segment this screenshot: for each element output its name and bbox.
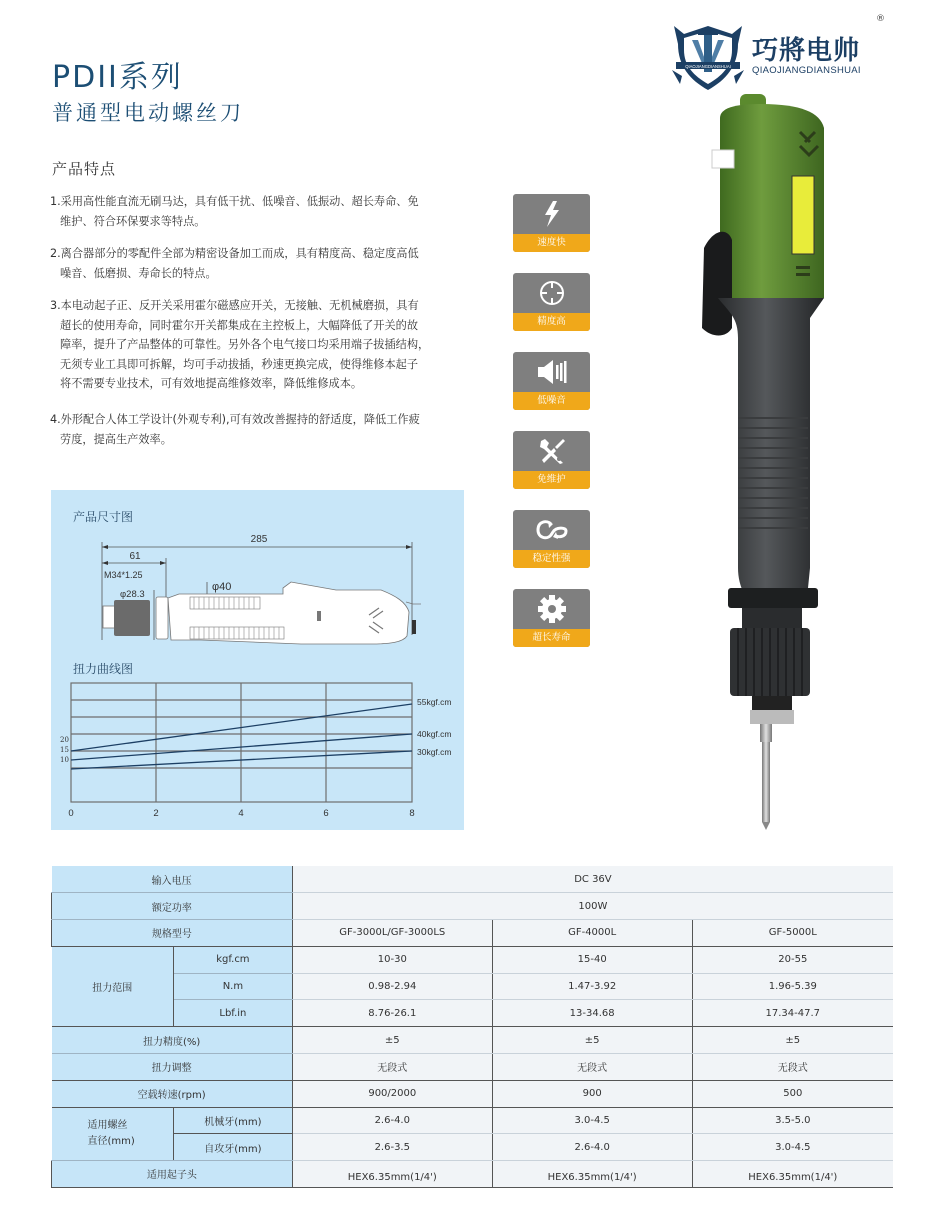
svg-text:40kgf.cm: 40kgf.cm <box>417 729 452 739</box>
badge-low-noise: 低噪音 <box>513 352 590 410</box>
badge-long-life: 超长寿命 <box>513 589 590 647</box>
feature-item-2: 2.离合器部分的零配件全部为精密设备加工而成，具有精度高、稳定度高低 噪音、低磨损、寿命长的特点。 <box>50 247 419 280</box>
dimension-drawing <box>51 530 464 655</box>
svg-text:2: 2 <box>153 808 159 819</box>
table-row-model: 规格型号 GF-3000L/GF-3000LS GF-4000L GF-5000L <box>52 920 894 947</box>
registered-mark: ® <box>876 14 885 24</box>
svg-text:285: 285 <box>250 534 268 545</box>
feature-item-1: 1.采用高性能直流无刷马达，具有低干扰、低噪音、低振动、超长寿命、免 维护、符合环保要求等特点。 <box>50 195 419 228</box>
series-title: PDII系列 <box>52 60 183 95</box>
badge-maintenance-free: 免维护 <box>513 431 590 489</box>
svg-text:10: 10 <box>60 756 69 764</box>
feature-item-4: 4.外形配合人体工学设计(外观专利),可有效改善握持的舒适度，降低工作疲 劳度，提高生产效率。 <box>50 413 420 446</box>
table-row-screw-self-tapping: 自攻牙(mm) 2.6-3.5 2.6-4.0 3.0-4.5 <box>52 1134 894 1161</box>
svg-text:QIAOJIANGDIANSHUAI: QIAOJIANGDIANSHUAI <box>685 64 731 69</box>
features-heading: 产品特点 <box>52 160 117 178</box>
svg-text:φ40: φ40 <box>212 581 232 593</box>
crosshair-icon <box>538 279 566 307</box>
shield-icon <box>668 14 748 94</box>
table-row-power: 额定功率 100W <box>52 893 894 920</box>
svg-text:61: 61 <box>129 551 141 562</box>
spec-table <box>51 866 893 1188</box>
badge-precision: 精度高 <box>513 273 590 331</box>
screw-diameter-label: 适用螺丝 直径(mm) <box>52 1107 174 1161</box>
spec-diagram-panel <box>51 490 464 830</box>
svg-text:6: 6 <box>323 808 329 819</box>
table-row-torque-nm: N.m 0.98-2.94 1.47-3.92 1.96-5.39 <box>52 973 894 1000</box>
tools-icon <box>537 437 567 465</box>
brand-logo <box>668 14 928 94</box>
svg-text:0: 0 <box>68 808 74 819</box>
table-row-bit: 适用起子头 HEX6.35mm(1/4') HEX6.35mm(1/4') HEX6.35mm(1/4') <box>52 1161 894 1188</box>
speaker-icon <box>536 359 568 385</box>
brand-name-en: QIAOJIANGDIANSHUAI <box>752 65 861 76</box>
svg-text:30kgf.cm: 30kgf.cm <box>417 747 452 757</box>
svg-text:φ28.3: φ28.3 <box>120 589 145 600</box>
svg-text:15: 15 <box>60 746 69 754</box>
product-name: 普通型电动螺丝刀 <box>52 101 244 125</box>
table-row-torque-lbf: Lbf.in 8.76-26.1 13-34.68 17.34-47.7 <box>52 1000 894 1027</box>
table-row-torque-precision: 扭力精度(%) ±5 ±5 ±5 <box>52 1027 894 1054</box>
table-row-torque-kgf: 扭力范围 kgf.cm 10-30 15-40 20-55 <box>52 946 894 973</box>
svg-text:4: 4 <box>238 808 244 819</box>
table-row-screw-machine: 适用螺丝 直径(mm) 机械牙(mm) 2.6-4.0 3.0-4.5 3.5-5.0 <box>52 1107 894 1134</box>
loop-icon <box>534 518 570 542</box>
screwdriver-product-image <box>690 88 840 833</box>
brand-name-cn: 巧將电帅 <box>752 36 861 66</box>
svg-text:20: 20 <box>60 736 69 744</box>
feature-item-3: 3.本电动起子正、反开关采用霍尔磁感应开关，无接触、无机械磨损，具有 超长的使用寿命，同时霍尔开关都集成在主控板上，大幅降低了开关的故 障率，提升了产品整体的可靠性。另外各个电气接口均采用端子拔插结构， 无须专业工具即可拆解，均可手动拔插，秒速更换完成，使得维修本起子 将不需要专业技术，可有效地提高维修效率，降低维修成本。 <box>50 299 430 390</box>
table-row-voltage: 输入电压 DC 36V <box>52 866 894 893</box>
table-row-speed: 空载转速(rpm) 900/2000 900 500 <box>52 1080 894 1107</box>
badge-stability: 稳定性强 <box>513 510 590 568</box>
torque-chart <box>51 675 464 820</box>
dimension-diagram-heading: 产品尺寸图 <box>73 510 134 524</box>
lightning-icon <box>541 200 563 228</box>
table-row-torque-adjust: 扭力调整 无段式 无段式 无段式 <box>52 1054 894 1081</box>
svg-text:8: 8 <box>409 808 415 819</box>
svg-text:M34*1.25: M34*1.25 <box>104 570 143 580</box>
gear-icon <box>537 594 567 624</box>
svg-text:55kgf.cm: 55kgf.cm <box>417 697 452 707</box>
badge-speed: 速度快 <box>513 194 590 252</box>
torque-chart-heading: 扭力曲线图 <box>73 662 134 676</box>
